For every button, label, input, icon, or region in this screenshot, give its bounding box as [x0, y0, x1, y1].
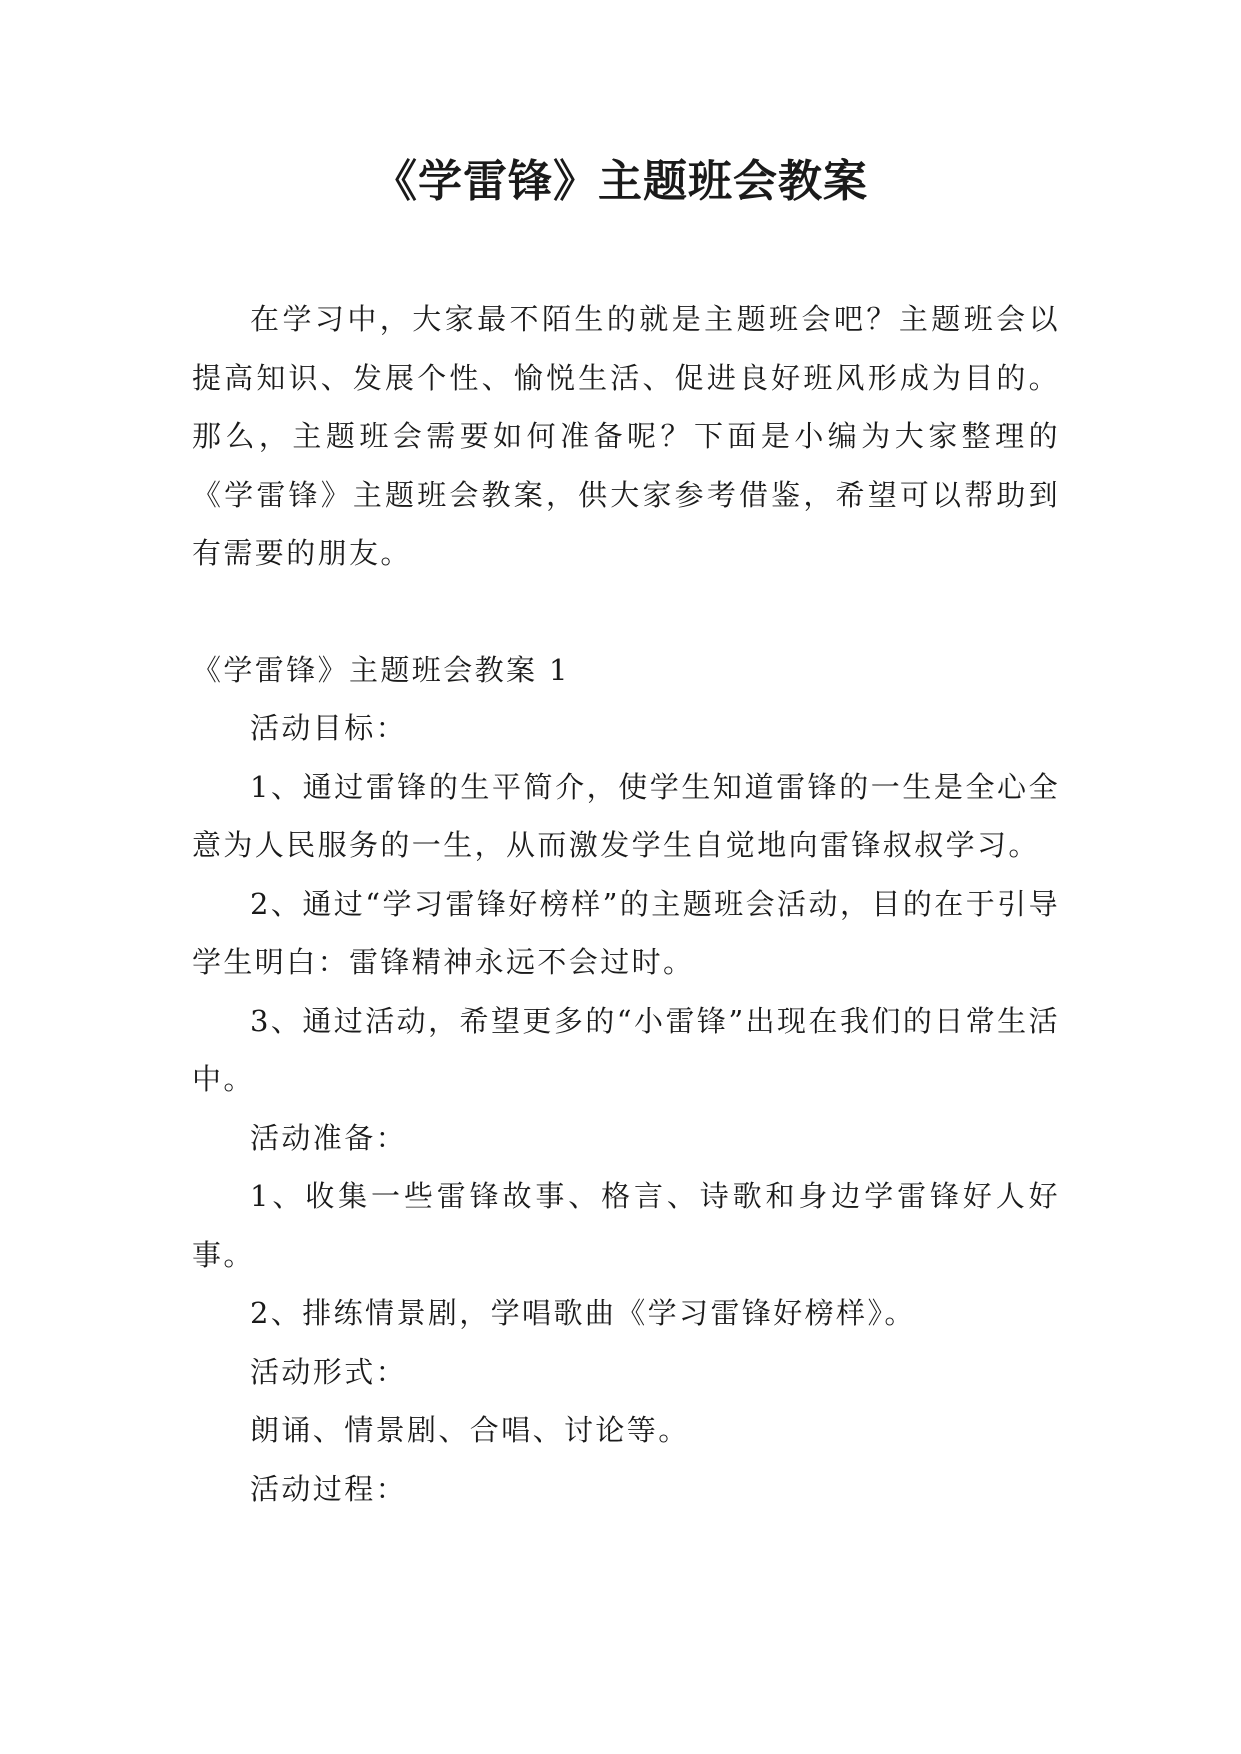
goal-item-2: 2、通过“学习雷锋好榜样”的主题班会活动，目的在于引导学生明白：雷锋精神永远不会过时。 — [192, 886, 1060, 979]
intro-paragraph: 在学习中，大家最不陌生的就是主题班会吧？主题班会以提高知识、发展个性、愉悦生活、促进良好班风形成为目的。那么，主题班会需要如何准备呢？下面是小编为大家整理的《学雷锋》主题班会教案，供大家参考借鉴，希望可以帮助到有需要的朋友。 — [192, 302, 1060, 570]
prep-item-1: 1、收集一些雷锋故事、格言、诗歌和身边学雷锋好人好事。 — [192, 1179, 1060, 1272]
goals-label: 活动目标： — [250, 711, 408, 745]
document-body — [192, 290, 1060, 1518]
document-title: 《学雷锋》主题班会教案 — [373, 156, 868, 207]
goal-item-1: 1、通过雷锋的生平简介，使学生知道雷锋的一生是全心全意为人民服务的一生，从而激发学生自觉地向雷锋叔叔学习。 — [192, 769, 1060, 862]
goal-item-3: 3、通过活动，希望更多的“小雷锋”出现在我们的日常生活中。 — [192, 1003, 1060, 1096]
form-text: 朗诵、情景剧、合唱、讨论等。 — [250, 1413, 690, 1447]
prep-label: 活动准备： — [250, 1120, 408, 1155]
process-label: 活动过程： — [250, 1471, 408, 1506]
prep-item-2: 2、排练情景剧，学唱歌曲《学习雷锋好榜样》。 — [250, 1296, 916, 1330]
section-heading: 《学雷锋》主题班会教案 1 — [192, 652, 570, 687]
form-label: 活动形式： — [250, 1354, 408, 1389]
